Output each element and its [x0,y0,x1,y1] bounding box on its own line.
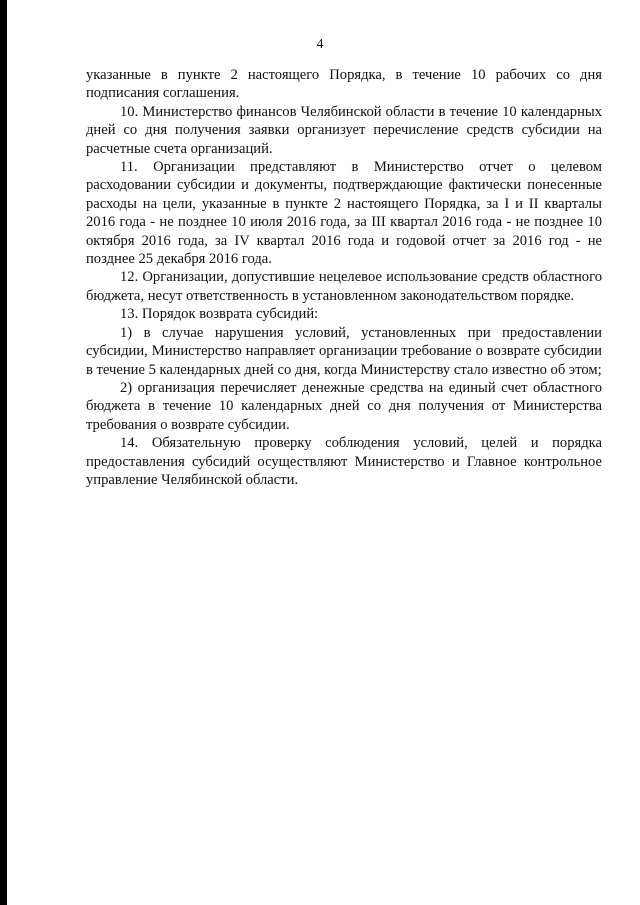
paragraph-14: 14. Обязательную проверку соблюдения условий, целей и порядка предоставления субсидий осуществляют Министерство и Главное контрольное управление Челябинской области. [86,435,602,488]
scan-edge [0,0,7,905]
paragraph-11: 11. Организации представляют в Министерство отчет о целевом расходовании субсидии и документы, подтверждающие фактически понесенные расходы на цели, указанные в пункте 2 настоящего Порядка, за I и II кварталы 2016 года - не позднее 10 июля 2016 года, за III квартал 2016 года - не позднее 10 октября 2016 года, за IV квартал 2016 года и годовой отчет за 2016 год - не позднее 25 декабря 2016 года. [86,159,602,268]
paragraph-13-item-2: 2) организация перечисляет денежные средства на единый счет областного бюджета в течение 10 календарных дней со дня получения от Министерства требования о возврате субсидии. [86,379,602,433]
paragraph-continuation: указанные в пункте 2 настоящего Порядка, в течение 10 рабочих со дня подписания соглашения. [86,67,602,102]
document-body [86,66,602,489]
paragraph-13: 13. Порядок возврата субсидий: [120,306,319,323]
page-number: 4 [316,37,324,52]
paragraph-13-item-1: 1) в случае нарушения условий, установленных при предоставлении субсидии, Министерство направляет организации требование о возврате субсидии в течение 5 календарных дней со дня, когда Министерству стало известно об этом; [86,324,602,378]
paragraph-10: 10. Министерство финансов Челябинской области в течение 10 календарных дней со дня получения заявки организует перечисление средств субсидии на расчетные счета организаций. [86,103,602,157]
paragraph-12: 12. Организации, допустившие нецелевое использование средств областного бюджета, несут ответственность в установленном законодательством порядке. [86,269,602,304]
